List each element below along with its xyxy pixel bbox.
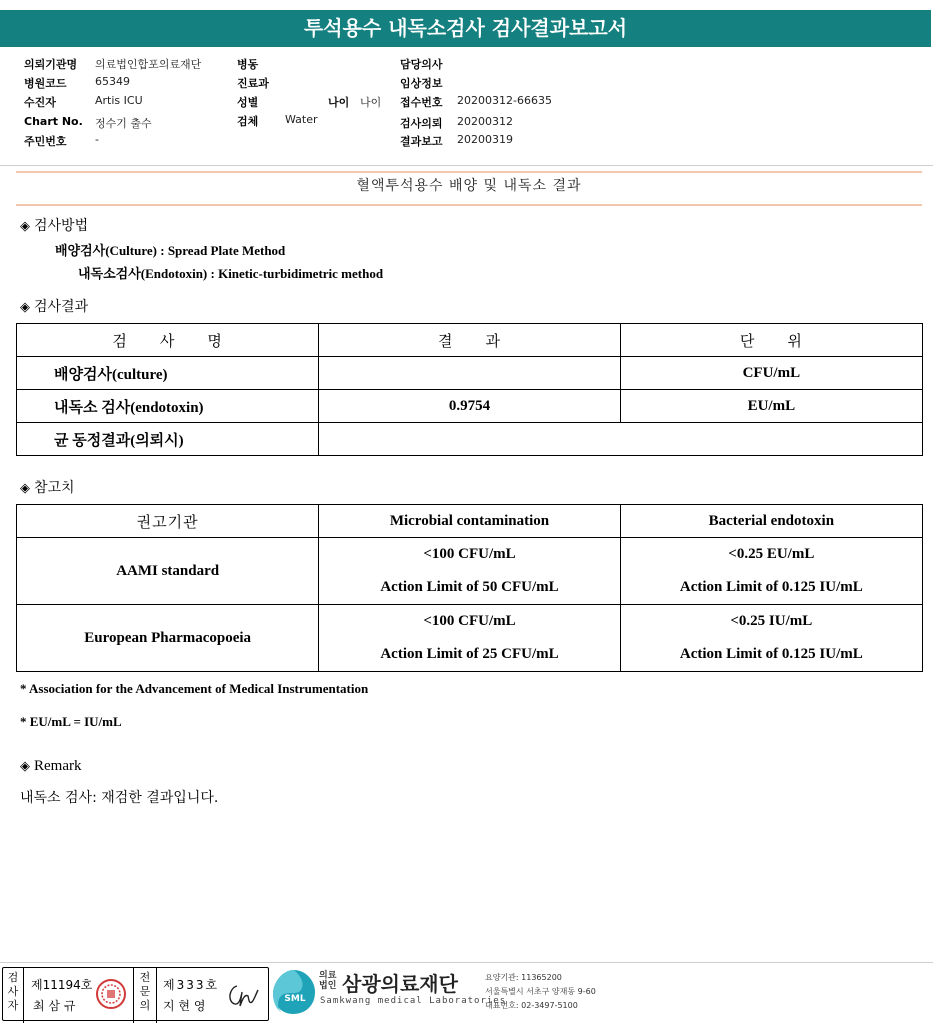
info-label-report-date: 결과보고 <box>400 135 443 148</box>
column-header-unit: 단 위 <box>620 324 922 357</box>
method-culture: 배양검사(Culture) : Spread Plate Method <box>55 243 286 258</box>
info-value-chart-no: 정수기 출수 <box>95 117 152 130</box>
title-rule-top <box>16 171 922 173</box>
info-value-receipt-no: 20200312-66635 <box>457 94 552 107</box>
reference-table <box>16 504 923 672</box>
reference-org-ep: European Pharmacopoeia <box>17 605 319 672</box>
table-header-row <box>17 505 923 538</box>
table-row <box>17 605 923 672</box>
tester-label: 검사자 <box>3 968 24 1023</box>
result-identification <box>319 423 923 456</box>
info-value-requester: 의료법인합포의료재단 <box>95 58 202 71</box>
specialist-label: 전문의 <box>133 968 157 1023</box>
info-label-sex: 성별 <box>237 96 259 109</box>
tester-number: 제11194호 <box>31 978 93 992</box>
unit-endotoxin: EU/mL <box>620 390 922 423</box>
results-heading: ◈ 검사결과 <box>20 299 89 315</box>
reference-heading: ◈ 참고치 <box>20 480 75 496</box>
reference-org-aami: AAMI standard <box>17 538 319 605</box>
report-header: 투석용수 내독소검사 검사결과보고서 <box>0 10 931 47</box>
org-code: 요양기관: 11365200 <box>485 973 562 982</box>
signature-box <box>2 967 269 1021</box>
info-label-hospital-code: 병원코드 <box>24 77 67 90</box>
org-name: 삼광의료재단 <box>342 972 458 996</box>
info-label-clinical-info: 임상정보 <box>400 77 443 90</box>
column-header-organization: 권고기관 <box>17 505 319 538</box>
unit-culture: CFU/mL <box>620 357 922 390</box>
reference-ep-microbial: <100 CFU/mL Action Limit of 25 CFU/mL <box>319 605 620 672</box>
info-label-chart-no: Chart No. <box>24 115 83 128</box>
info-label-doctor: 담당의사 <box>400 58 443 71</box>
test-name-identification: 균 동정결과(의뢰시) <box>17 423 319 456</box>
table-row <box>17 423 923 456</box>
method-endotoxin: 내독소검사(Endotoxin) : Kinetic-turbidimetric method <box>78 266 384 281</box>
result-culture <box>319 357 620 390</box>
column-header-test-name: 검 사 명 <box>17 324 319 357</box>
info-value-request-date: 20200312 <box>457 115 513 128</box>
column-header-endotoxin: Bacterial endotoxin <box>620 505 922 538</box>
info-value-resident-no: - <box>95 133 99 146</box>
footnote-units: * EU/mL = IU/mL <box>20 714 122 729</box>
table-row <box>17 538 923 605</box>
results-table <box>16 323 923 456</box>
info-label-age: 나이 <box>328 96 350 109</box>
reference-aami-microbial: <100 CFU/mL Action Limit of 50 CFU/mL <box>319 538 620 605</box>
signature-icon <box>225 980 261 1010</box>
org-address: 서울특별시 서초구 양재동 9-60 <box>485 987 596 996</box>
info-label-department: 진료과 <box>237 77 269 90</box>
info-value-specimen: Water <box>285 113 318 126</box>
column-header-microbial: Microbial contamination <box>319 505 620 538</box>
remark-text: 내독소 검사: 재검한 결과입니다. <box>20 790 219 806</box>
info-value-hospital-code: 65349 <box>95 75 130 88</box>
remark-heading: ◈ Remark <box>20 758 82 774</box>
diamond-bullet-icon: ◈ <box>20 300 30 315</box>
info-value-age: 나이 <box>360 96 382 109</box>
table-row <box>17 357 923 390</box>
patient-info-block <box>0 54 933 164</box>
test-name-culture: 배양검사(culture) <box>17 357 319 390</box>
info-label-resident-no: 주민번호 <box>24 135 67 148</box>
table-header-row <box>17 324 923 357</box>
diamond-bullet-icon: ◈ <box>20 481 30 496</box>
diamond-bullet-icon: ◈ <box>20 219 30 234</box>
column-header-result: 결 과 <box>319 324 620 357</box>
reference-aami-endotoxin: <0.25 EU/mL Action Limit of 0.125 IU/mL <box>620 538 922 605</box>
footnote-aami: * Association for the Advancement of Medical Instrumentation <box>20 681 369 696</box>
method-heading: ◈ 검사방법 <box>20 218 89 234</box>
specialist-number: 제333호 <box>163 978 220 992</box>
footer-divider <box>0 962 933 963</box>
specialist-name: 지 현 영 <box>163 999 206 1013</box>
tester-name: 최 삼 규 <box>33 999 76 1013</box>
test-name-endotoxin: 내독소 검사(endotoxin) <box>17 390 319 423</box>
org-contact <box>485 971 596 1013</box>
logo-text: SML <box>284 994 306 1004</box>
org-prefix: 의료법인 <box>319 971 337 991</box>
reference-ep-endotoxin: <0.25 IU/mL Action Limit of 0.125 IU/mL <box>620 605 922 672</box>
info-label-specimen: 검체 <box>237 115 259 128</box>
report-subtitle: 혈액투석용수 배양 및 내독소 결과 <box>356 178 582 194</box>
seal-stamp-icon <box>95 978 127 1010</box>
table-row <box>17 390 923 423</box>
info-value-patient: Artis ICU <box>95 94 143 107</box>
info-label-requester: 의뢰기관명 <box>24 58 78 71</box>
info-label-receipt-no: 접수번호 <box>400 96 443 109</box>
info-divider <box>0 165 933 166</box>
diamond-bullet-icon: ◈ <box>20 758 30 773</box>
result-endotoxin: 0.9754 <box>319 390 620 423</box>
sml-logo-icon <box>271 968 317 1016</box>
org-english-name: Samkwang medical Laboratories <box>320 996 507 1006</box>
org-phone: 대표번호: 02-3497-5100 <box>485 1001 578 1010</box>
info-label-request-date: 검사의뢰 <box>400 117 443 130</box>
title-rule-bottom <box>16 204 922 206</box>
info-label-patient: 수진자 <box>24 96 56 109</box>
info-value-report-date: 20200319 <box>457 133 513 146</box>
info-label-ward: 병동 <box>237 58 259 71</box>
